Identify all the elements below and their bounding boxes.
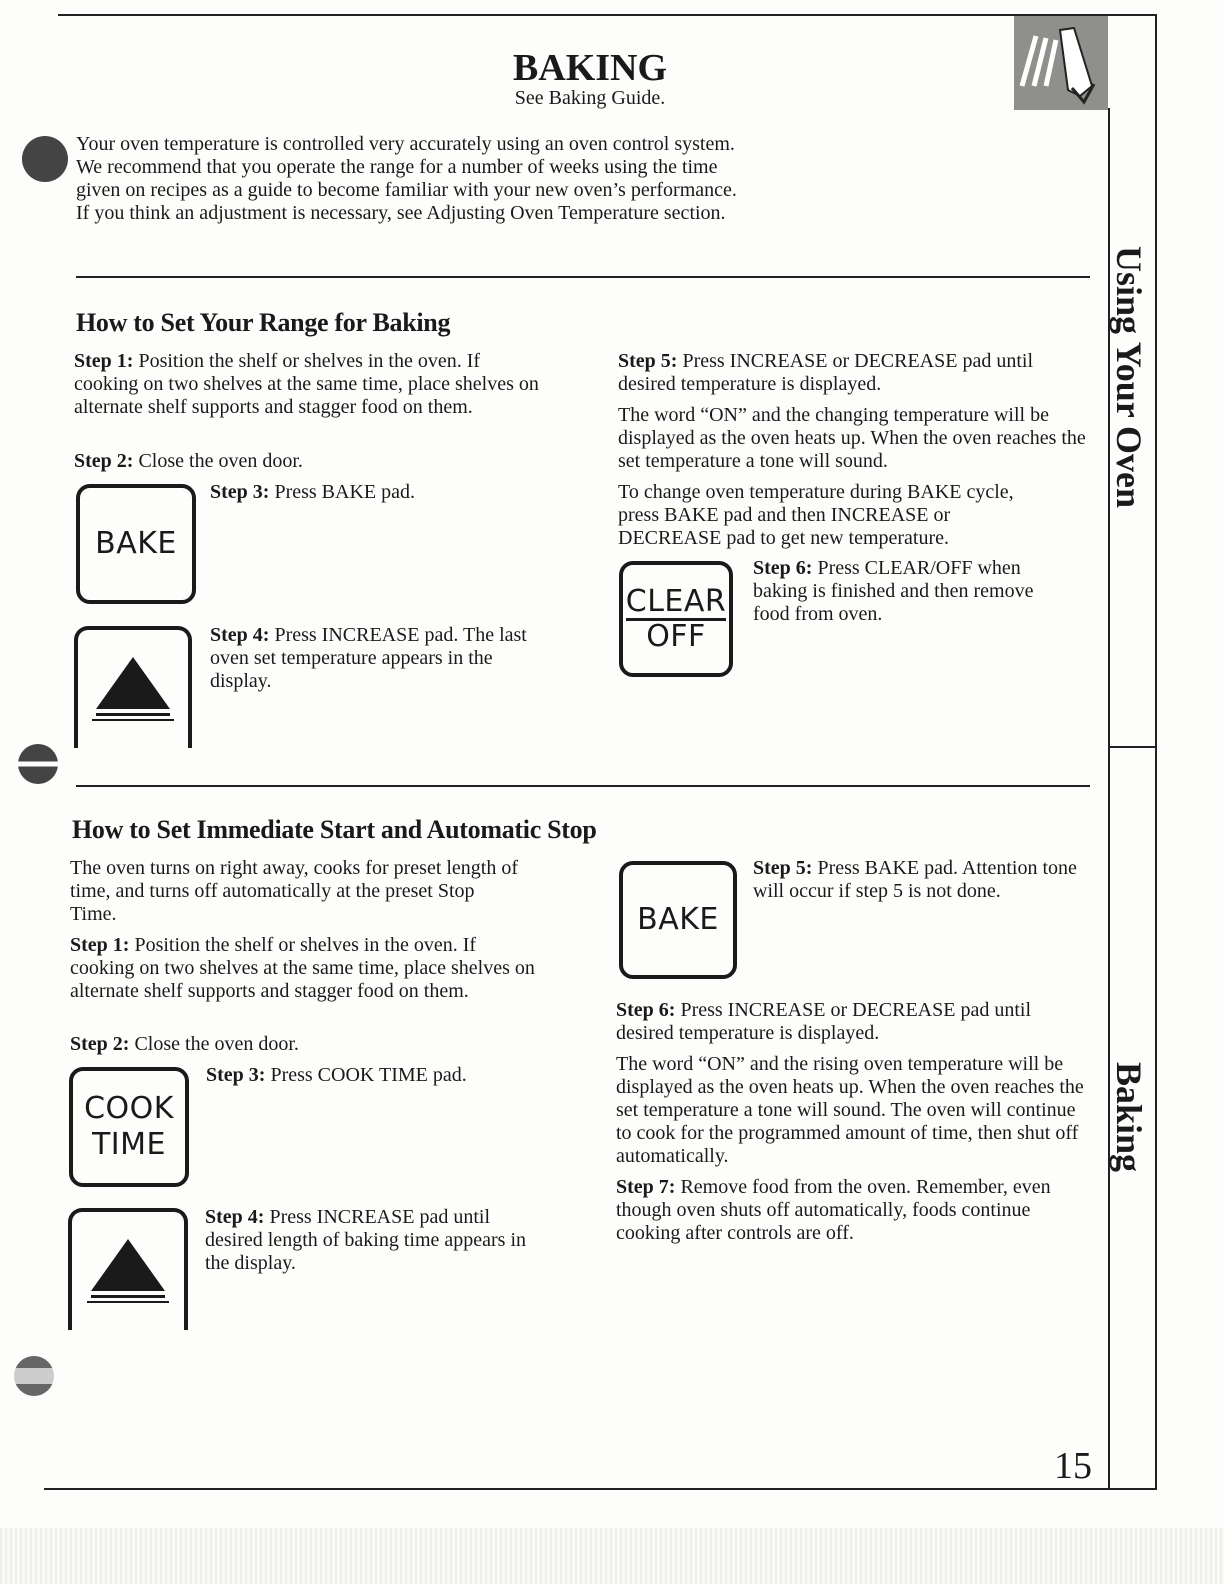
cook-time-pad-button [69, 1067, 189, 1187]
section1-change-note: To change oven temperature during BAKE cycle, press BAKE pad and then INCREASE or DECREASE pad to get new temperature. [618, 481, 1014, 549]
step-text: Remove food from the oven. Remember, even though oven shuts off automatically, foods continue cooking after controls are off. [616, 1176, 1051, 1244]
bake-pad-button [76, 484, 196, 604]
clear-pad-label: CLEAR [625, 583, 727, 619]
time-pad-label: TIME [91, 1127, 166, 1162]
step-label: Step 4: [205, 1206, 265, 1228]
off-pad-label: OFF [646, 618, 706, 654]
increase-triangle-icon [88, 649, 178, 729]
step-label: Step 2: [74, 450, 134, 472]
step-text: Press INCREASE pad. The last oven set temperature appears in the display. [210, 624, 527, 692]
step-text: Close the oven door. [134, 1033, 299, 1055]
section1-step1 [74, 350, 544, 419]
step-text: Close the oven door. [138, 450, 303, 472]
section2-step2 [70, 1033, 540, 1056]
step-label: Step 6: [753, 557, 813, 579]
bake-pad-button [619, 861, 737, 979]
side-tab-baking: Baking [1109, 1062, 1149, 1173]
step-label: Step 3: [210, 481, 270, 503]
step-text: Press BAKE pad. [274, 481, 415, 503]
corner-logo [1014, 16, 1108, 110]
section1-step6 [753, 557, 1073, 626]
bake-pad-label: BAKE [637, 902, 719, 937]
step-label: Step 4: [210, 624, 270, 646]
section1-step3 [210, 481, 530, 504]
section2-intro: The oven turns on right away, cooks for preset length of time, and turns off automatically at the preset Stop Time. [70, 857, 519, 925]
section2-step7 [616, 1176, 1096, 1245]
hand-pointer-icon [1014, 16, 1108, 110]
cook-pad-label: COOK [84, 1091, 174, 1126]
clear-off-pad-button [619, 561, 733, 677]
increase-pad-button [68, 1208, 188, 1330]
section2-step5 [753, 857, 1083, 903]
section2-step6 [616, 999, 1086, 1045]
section1-on-note: The word “ON” and the changing temperature will be displayed as the oven heats up. When the oven reaches the set temperature a tone will sound. [618, 404, 1086, 472]
step-label: Step 5: [753, 857, 813, 879]
step-label: Step 2: [70, 1033, 130, 1055]
binder-hole-bottom [14, 1356, 54, 1396]
step-text: Position the shelf or shelves in the oven. If cooking on two shelves at the same time, place shelves on alternate shelf supports and stagger food on them. [70, 934, 535, 1002]
step-label: Step 7: [616, 1176, 676, 1198]
step-text: Press INCREASE pad until desired length of baking time appears in the display. [205, 1206, 527, 1274]
step-label: Step 6: [616, 999, 676, 1021]
section2-step1 [70, 934, 540, 1003]
side-tab-using-your-oven: Using Your Oven [1109, 246, 1149, 509]
binder-hole-top [22, 136, 68, 182]
increase-triangle-icon [83, 1231, 173, 1311]
step-text: Press CLEAR/OFF when baking is finished and then remove food from oven. [753, 557, 1034, 625]
step-label: Step 3: [206, 1064, 266, 1086]
bottom-rule [44, 1488, 1157, 1490]
bake-pad-label: BAKE [95, 526, 177, 561]
section2-step3 [206, 1064, 526, 1087]
section2-heading: How to Set Immediate Start and Automatic Stop [72, 815, 597, 844]
page-title: BAKING [512, 47, 668, 89]
step-text: Press INCREASE or DECREASE pad until desired temperature is displayed. [616, 999, 1032, 1044]
scan-artifact-strip [0, 1528, 1224, 1584]
page-number: 15 [1054, 1445, 1092, 1487]
page-subtitle: See Baking Guide. [514, 87, 666, 109]
section1-heading: How to Set Your Range for Baking [76, 308, 451, 337]
section2-step4 [205, 1206, 545, 1275]
step-text: Press BAKE pad. Attention tone will occur if step 5 is not done. [753, 857, 1077, 902]
step-label: Step 5: [618, 350, 678, 372]
side-tab-divider [1108, 746, 1156, 748]
step-label: Step 1: [74, 350, 134, 372]
right-frame-rule [1155, 14, 1157, 1490]
section1-rule [76, 276, 1090, 278]
step-text: Press COOK TIME pad. [270, 1064, 467, 1086]
section2-rule [76, 785, 1090, 787]
step-text: Press INCREASE or DECREASE pad until desired temperature is displayed. [618, 350, 1034, 395]
step-text: Position the shelf or shelves in the oven. If cooking on two shelves at the same time, place shelves on alternate shelf supports and stagger food on them. [74, 350, 539, 418]
section1-step5 [618, 350, 1088, 396]
top-rule [58, 14, 1156, 16]
section1-step4 [210, 624, 530, 693]
intro-paragraph: Your oven temperature is controlled very accurately using an oven control system. We recommend that you operate the range for a number of weeks using the time given on recipes as a guide to become familiar with your new oven’s performance. If you think an adjustment is necessary, see Adjusting Oven Temperature section. [76, 133, 737, 224]
section2-on-note: The word “ON” and the rising oven temperature will be displayed as the oven heats up. When the oven reaches the set temperature a tone will sound. The oven will continue to cook for the programmed amount of time, then shut off automatically. [616, 1053, 1084, 1167]
increase-pad-button [74, 626, 192, 748]
section1-step2 [74, 450, 544, 473]
step-label: Step 1: [70, 934, 130, 956]
binder-hole-middle [18, 744, 58, 784]
